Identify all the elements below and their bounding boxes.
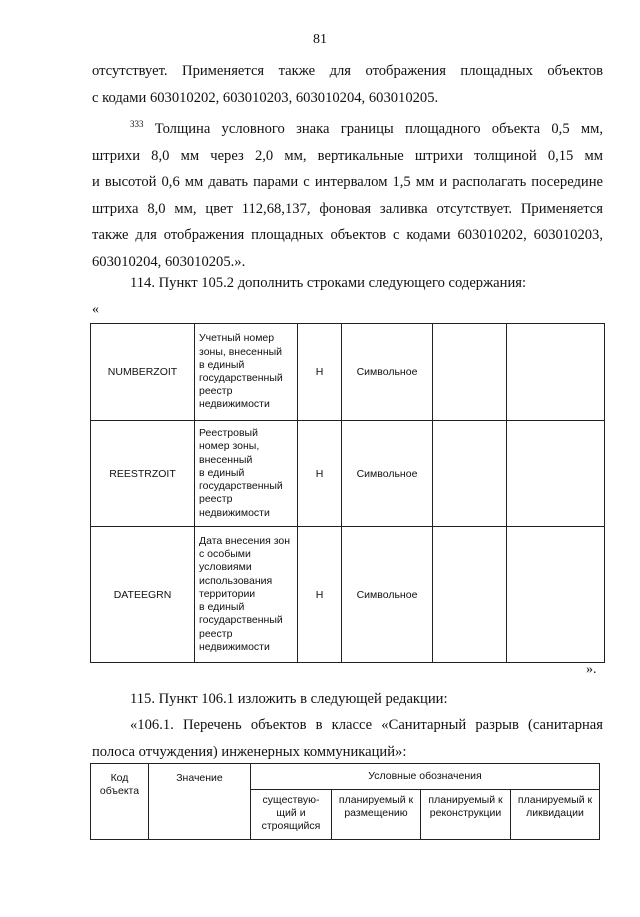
header-symbols: Условные обозначения xyxy=(251,764,600,790)
header-line: Код xyxy=(110,772,129,784)
header-line: щий и xyxy=(276,807,306,819)
attribute-required: Н xyxy=(298,527,342,663)
desc-line: недвижимости xyxy=(199,398,270,411)
desc-line: Учетный номер xyxy=(199,332,275,345)
text-line: штрихи 8,0 мм через 2,0 мм, вертикальные штрихи толщиной 0,15 мм xyxy=(92,147,603,164)
header-code xyxy=(91,764,149,840)
empty-cell xyxy=(433,324,507,421)
desc-line: Дата внесения зон xyxy=(199,535,291,548)
attribute-type: Символьное xyxy=(342,421,433,527)
desc-line: зоны, внесенный xyxy=(199,345,283,358)
header-line: реконструкции xyxy=(429,807,502,819)
text-line: и высотой 0,6 мм давать парами с интервалом 1,5 мм и располагать посередине xyxy=(92,174,603,190)
section-106-1-heading xyxy=(92,712,603,765)
desc-line: недвижимости xyxy=(199,640,270,653)
header-line: существую- xyxy=(262,794,320,806)
desc-line: государственный xyxy=(199,480,283,493)
desc-line: государственный xyxy=(199,614,283,627)
empty-cell xyxy=(433,527,507,663)
closing-quote: ». xyxy=(586,662,597,677)
header-line: планируемый к xyxy=(517,794,593,806)
header-line: ликвидации xyxy=(526,807,584,819)
desc-line: реестр xyxy=(199,385,233,398)
objects-table-header xyxy=(90,763,600,840)
page-number: 81 xyxy=(313,32,327,47)
desc-line: государственный xyxy=(199,372,283,384)
header-line: объекта xyxy=(99,785,140,797)
text-line: также для отображения площадных объектов с кодами 603010202, 603010203, xyxy=(92,227,603,243)
empty-cell xyxy=(507,527,605,663)
attribute-code: NUMBERZOIT xyxy=(91,324,195,421)
desc-line: условиями xyxy=(199,561,252,574)
desc-line: в единый xyxy=(199,358,245,371)
desc-line: реестр xyxy=(199,493,233,506)
footnote-ref: 333 xyxy=(130,119,144,129)
desc-line: использования xyxy=(199,574,273,587)
header-planned-liquidation xyxy=(511,790,600,840)
header-planned-reconstruction xyxy=(421,790,511,840)
desc-line: номер зоны, xyxy=(199,440,260,453)
empty-cell xyxy=(507,324,605,421)
header-planned-placement xyxy=(332,790,421,840)
desc-line: в единый xyxy=(199,466,245,479)
attribute-description xyxy=(195,324,298,421)
text-line: полоса отчуждения) инженерных коммуникаций»: xyxy=(92,743,407,760)
amendment-item-115 xyxy=(92,686,603,713)
attribute-type: Символьное xyxy=(342,527,433,663)
text-line xyxy=(92,111,603,143)
header-line: строящийся xyxy=(261,820,321,832)
desc-line: территории xyxy=(199,587,256,600)
desc-line: реестр xyxy=(199,627,233,640)
text-line: 115. Пункт 106.1 изложить в следующей редакции: xyxy=(130,691,448,707)
text-line: «106.1. Перечень объектов в классе «Санитарный разрыв (санитарная xyxy=(130,717,603,733)
desc-line: недвижимости xyxy=(199,506,270,519)
attribute-description xyxy=(195,421,298,527)
desc-line: с особыми xyxy=(199,548,251,561)
empty-cell xyxy=(433,421,507,527)
attribute-code: DATEEGRN xyxy=(91,527,195,663)
desc-line: в единый xyxy=(199,601,245,614)
empty-cell xyxy=(507,421,605,527)
attribute-required: Н xyxy=(298,421,342,527)
text-line: штриха 8,0 мм, цвет 112,68,137, фоновая заливка отсутствует. Применяется xyxy=(92,200,603,217)
table-header-row xyxy=(91,764,600,790)
table-row xyxy=(91,324,605,421)
text-line: 603010204, 603010205.». xyxy=(92,253,246,270)
text-line-content: Толщина условного знака границы площадного объекта 0,5 мм, xyxy=(143,121,603,137)
desc-line: Реестровый xyxy=(199,427,258,440)
text-line: с кодами 603010202, 603010203, 603010204, 603010205. xyxy=(92,89,439,106)
text-line: отсутствует. Применяется также для отображения площадных объектов xyxy=(92,63,603,79)
table-row xyxy=(91,527,605,663)
header-line: планируемый к xyxy=(428,794,503,806)
attribute-description xyxy=(195,527,298,663)
amendment-item-114 xyxy=(92,270,603,297)
header-line: планируемый к xyxy=(338,794,414,806)
attribute-type: Символьное xyxy=(342,324,433,421)
header-existing xyxy=(251,790,332,840)
attribute-code: REESTRZOIT xyxy=(91,421,195,527)
attributes-table xyxy=(90,323,605,663)
table-row xyxy=(91,421,605,527)
header-line: размещению xyxy=(344,807,408,819)
text-line: 114. Пункт 105.2 дополнить строками следующего содержания: xyxy=(130,275,527,291)
paragraph-continuation xyxy=(92,58,603,111)
footnote-paragraph xyxy=(92,111,603,275)
desc-line: внесенный xyxy=(199,453,253,466)
attribute-required: Н xyxy=(298,324,342,421)
opening-quote: « xyxy=(92,302,99,317)
header-value: Значение xyxy=(149,764,251,840)
